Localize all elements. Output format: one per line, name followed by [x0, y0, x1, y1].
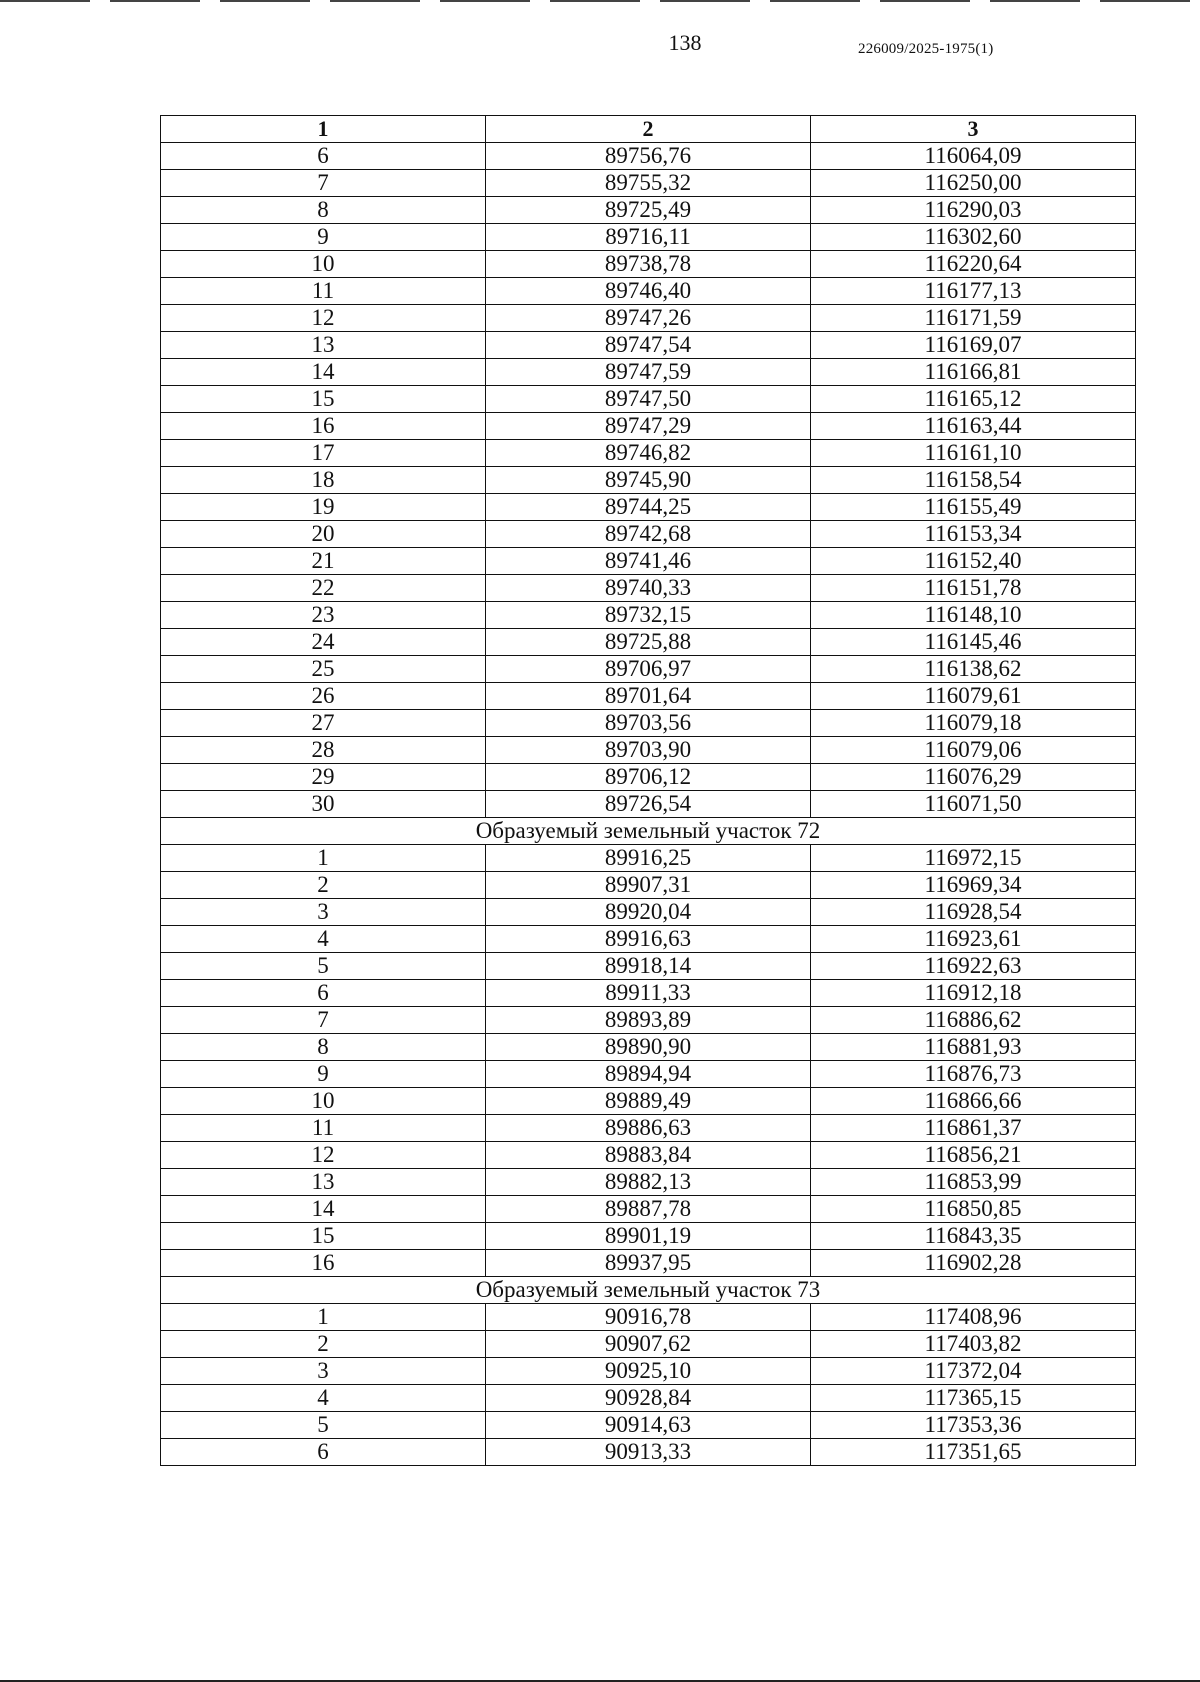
table-row	[161, 629, 1136, 656]
x-coordinate-cell: 89742,68	[486, 521, 811, 548]
y-coordinate-cell: 116843,35	[811, 1223, 1136, 1250]
y-coordinate-cell: 116886,62	[811, 1007, 1136, 1034]
table-row	[161, 899, 1136, 926]
x-coordinate-cell: 89937,95	[486, 1250, 811, 1277]
point-number-cell: 7	[161, 170, 486, 197]
table-row	[161, 764, 1136, 791]
table-row	[161, 1007, 1136, 1034]
table-row	[161, 602, 1136, 629]
y-coordinate-cell: 116079,06	[811, 737, 1136, 764]
table-row	[161, 683, 1136, 710]
table-row	[161, 413, 1136, 440]
table-row	[161, 1169, 1136, 1196]
x-coordinate-cell: 89747,59	[486, 359, 811, 386]
x-coordinate-cell: 89907,31	[486, 872, 811, 899]
table-row	[161, 1223, 1136, 1250]
point-number-cell: 12	[161, 1142, 486, 1169]
point-number-cell: 15	[161, 1223, 486, 1250]
point-number-cell: 29	[161, 764, 486, 791]
table-row	[161, 386, 1136, 413]
x-coordinate-cell: 89726,54	[486, 791, 811, 818]
y-coordinate-cell: 117351,65	[811, 1439, 1136, 1466]
y-coordinate-cell: 116155,49	[811, 494, 1136, 521]
table-header	[161, 116, 1136, 143]
x-coordinate-cell: 90916,78	[486, 1304, 811, 1331]
table-row	[161, 1358, 1136, 1385]
y-coordinate-cell: 116169,07	[811, 332, 1136, 359]
y-coordinate-cell: 116079,61	[811, 683, 1136, 710]
x-coordinate-cell: 89883,84	[486, 1142, 811, 1169]
x-coordinate-cell: 89732,15	[486, 602, 811, 629]
point-number-cell: 14	[161, 359, 486, 386]
y-coordinate-cell: 116922,63	[811, 953, 1136, 980]
point-number-cell: 15	[161, 386, 486, 413]
section-heading-row	[161, 818, 1136, 845]
point-number-cell: 18	[161, 467, 486, 494]
y-coordinate-cell: 116076,29	[811, 764, 1136, 791]
table-row	[161, 1061, 1136, 1088]
y-coordinate-cell: 116969,34	[811, 872, 1136, 899]
column-header: 3	[811, 116, 1136, 143]
x-coordinate-cell: 89886,63	[486, 1115, 811, 1142]
point-number-cell: 14	[161, 1196, 486, 1223]
x-coordinate-cell: 89703,56	[486, 710, 811, 737]
x-coordinate-cell: 89747,29	[486, 413, 811, 440]
column-header: 2	[486, 116, 811, 143]
table-row	[161, 197, 1136, 224]
x-coordinate-cell: 89901,19	[486, 1223, 811, 1250]
table-row	[161, 1034, 1136, 1061]
section-heading: Образуемый земельный участок 72	[161, 818, 1136, 845]
table-row	[161, 467, 1136, 494]
point-number-cell: 11	[161, 278, 486, 305]
section-heading: Образуемый земельный участок 73	[161, 1277, 1136, 1304]
column-header: 1	[161, 116, 486, 143]
point-number-cell: 10	[161, 1088, 486, 1115]
point-number-cell: 6	[161, 980, 486, 1007]
table-row	[161, 926, 1136, 953]
table-row	[161, 791, 1136, 818]
x-coordinate-cell: 90914,63	[486, 1412, 811, 1439]
y-coordinate-cell: 116145,46	[811, 629, 1136, 656]
point-number-cell: 8	[161, 197, 486, 224]
top-edge-rule	[0, 0, 1200, 2]
table-row	[161, 737, 1136, 764]
x-coordinate-cell: 89894,94	[486, 1061, 811, 1088]
table-row	[161, 1385, 1136, 1412]
x-coordinate-cell: 89747,50	[486, 386, 811, 413]
y-coordinate-cell: 116151,78	[811, 575, 1136, 602]
point-number-cell: 6	[161, 143, 486, 170]
x-coordinate-cell: 89918,14	[486, 953, 811, 980]
table-row	[161, 332, 1136, 359]
y-coordinate-cell: 116290,03	[811, 197, 1136, 224]
x-coordinate-cell: 89725,49	[486, 197, 811, 224]
table-row	[161, 575, 1136, 602]
y-coordinate-cell: 116079,18	[811, 710, 1136, 737]
x-coordinate-cell: 89755,32	[486, 170, 811, 197]
table-row	[161, 1088, 1136, 1115]
table-row	[161, 494, 1136, 521]
x-coordinate-cell: 89916,25	[486, 845, 811, 872]
point-number-cell: 13	[161, 1169, 486, 1196]
x-coordinate-cell: 89911,33	[486, 980, 811, 1007]
point-number-cell: 25	[161, 656, 486, 683]
point-number-cell: 27	[161, 710, 486, 737]
point-number-cell: 12	[161, 305, 486, 332]
point-number-cell: 1	[161, 1304, 486, 1331]
table-row	[161, 251, 1136, 278]
y-coordinate-cell: 116923,61	[811, 926, 1136, 953]
x-coordinate-cell: 89738,78	[486, 251, 811, 278]
table-row	[161, 710, 1136, 737]
table-row	[161, 548, 1136, 575]
point-number-cell: 20	[161, 521, 486, 548]
x-coordinate-cell: 89701,64	[486, 683, 811, 710]
point-number-cell: 24	[161, 629, 486, 656]
y-coordinate-cell: 117365,15	[811, 1385, 1136, 1412]
x-coordinate-cell: 89706,97	[486, 656, 811, 683]
table-row	[161, 224, 1136, 251]
header-row	[161, 116, 1136, 143]
x-coordinate-cell: 89887,78	[486, 1196, 811, 1223]
y-coordinate-cell: 116850,85	[811, 1196, 1136, 1223]
x-coordinate-cell: 89741,46	[486, 548, 811, 575]
y-coordinate-cell: 116302,60	[811, 224, 1136, 251]
y-coordinate-cell: 116250,00	[811, 170, 1136, 197]
x-coordinate-cell: 90907,62	[486, 1331, 811, 1358]
x-coordinate-cell: 89920,04	[486, 899, 811, 926]
x-coordinate-cell: 89725,88	[486, 629, 811, 656]
x-coordinate-cell: 89706,12	[486, 764, 811, 791]
coordinates-table	[160, 115, 1136, 1466]
point-number-cell: 11	[161, 1115, 486, 1142]
y-coordinate-cell: 116853,99	[811, 1169, 1136, 1196]
point-number-cell: 3	[161, 899, 486, 926]
y-coordinate-cell: 116220,64	[811, 251, 1136, 278]
y-coordinate-cell: 116876,73	[811, 1061, 1136, 1088]
x-coordinate-cell: 89744,25	[486, 494, 811, 521]
x-coordinate-cell: 89746,82	[486, 440, 811, 467]
point-number-cell: 9	[161, 1061, 486, 1088]
y-coordinate-cell: 116138,62	[811, 656, 1136, 683]
table-row	[161, 872, 1136, 899]
x-coordinate-cell: 89716,11	[486, 224, 811, 251]
y-coordinate-cell: 116928,54	[811, 899, 1136, 926]
point-number-cell: 4	[161, 926, 486, 953]
y-coordinate-cell: 117353,36	[811, 1412, 1136, 1439]
x-coordinate-cell: 89747,26	[486, 305, 811, 332]
table-row	[161, 980, 1136, 1007]
y-coordinate-cell: 116071,50	[811, 791, 1136, 818]
table-row	[161, 521, 1136, 548]
y-coordinate-cell: 116064,09	[811, 143, 1136, 170]
point-number-cell: 28	[161, 737, 486, 764]
table-row	[161, 278, 1136, 305]
x-coordinate-cell: 89916,63	[486, 926, 811, 953]
table-body	[161, 143, 1136, 1466]
point-number-cell: 21	[161, 548, 486, 575]
x-coordinate-cell: 90928,84	[486, 1385, 811, 1412]
x-coordinate-cell: 89889,49	[486, 1088, 811, 1115]
point-number-cell: 22	[161, 575, 486, 602]
point-number-cell: 5	[161, 1412, 486, 1439]
y-coordinate-cell: 116158,54	[811, 467, 1136, 494]
y-coordinate-cell: 116163,44	[811, 413, 1136, 440]
point-number-cell: 26	[161, 683, 486, 710]
point-number-cell: 23	[161, 602, 486, 629]
x-coordinate-cell: 89882,13	[486, 1169, 811, 1196]
table-row	[161, 305, 1136, 332]
y-coordinate-cell: 116902,28	[811, 1250, 1136, 1277]
point-number-cell: 3	[161, 1358, 486, 1385]
x-coordinate-cell: 89747,54	[486, 332, 811, 359]
point-number-cell: 30	[161, 791, 486, 818]
x-coordinate-cell: 89740,33	[486, 575, 811, 602]
x-coordinate-cell: 89890,90	[486, 1034, 811, 1061]
y-coordinate-cell: 116148,10	[811, 602, 1136, 629]
y-coordinate-cell: 116972,15	[811, 845, 1136, 872]
y-coordinate-cell: 116856,21	[811, 1142, 1136, 1169]
table-row	[161, 359, 1136, 386]
y-coordinate-cell: 117372,04	[811, 1358, 1136, 1385]
table-row	[161, 656, 1136, 683]
table-row	[161, 1142, 1136, 1169]
document-id: 226009/2025-1975(1)	[858, 41, 994, 57]
x-coordinate-cell: 89745,90	[486, 467, 811, 494]
table-row	[161, 1115, 1136, 1142]
y-coordinate-cell: 117403,82	[811, 1331, 1136, 1358]
point-number-cell: 17	[161, 440, 486, 467]
table-row	[161, 143, 1136, 170]
table-row	[161, 1439, 1136, 1466]
point-number-cell: 1	[161, 845, 486, 872]
point-number-cell: 6	[161, 1439, 486, 1466]
point-number-cell: 16	[161, 1250, 486, 1277]
point-number-cell: 8	[161, 1034, 486, 1061]
y-coordinate-cell: 116165,12	[811, 386, 1136, 413]
point-number-cell: 4	[161, 1385, 486, 1412]
y-coordinate-cell: 116166,81	[811, 359, 1136, 386]
table-row	[161, 1331, 1136, 1358]
point-number-cell: 2	[161, 872, 486, 899]
table-row	[161, 170, 1136, 197]
point-number-cell: 7	[161, 1007, 486, 1034]
y-coordinate-cell: 116861,37	[811, 1115, 1136, 1142]
x-coordinate-cell: 89746,40	[486, 278, 811, 305]
x-coordinate-cell: 90925,10	[486, 1358, 811, 1385]
point-number-cell: 10	[161, 251, 486, 278]
x-coordinate-cell: 90913,33	[486, 1439, 811, 1466]
y-coordinate-cell: 116161,10	[811, 440, 1136, 467]
point-number-cell: 5	[161, 953, 486, 980]
y-coordinate-cell: 116177,13	[811, 278, 1136, 305]
page-number: 138	[668, 30, 702, 55]
y-coordinate-cell: 116866,66	[811, 1088, 1136, 1115]
x-coordinate-cell: 89756,76	[486, 143, 811, 170]
point-number-cell: 2	[161, 1331, 486, 1358]
table-row	[161, 1412, 1136, 1439]
table-row	[161, 953, 1136, 980]
y-coordinate-cell: 117408,96	[811, 1304, 1136, 1331]
point-number-cell: 13	[161, 332, 486, 359]
point-number-cell: 16	[161, 413, 486, 440]
y-coordinate-cell: 116171,59	[811, 305, 1136, 332]
point-number-cell: 9	[161, 224, 486, 251]
y-coordinate-cell: 116152,40	[811, 548, 1136, 575]
y-coordinate-cell: 116153,34	[811, 521, 1136, 548]
y-coordinate-cell: 116881,93	[811, 1034, 1136, 1061]
y-coordinate-cell: 116912,18	[811, 980, 1136, 1007]
table-row	[161, 845, 1136, 872]
table-row	[161, 1304, 1136, 1331]
table-row	[161, 1250, 1136, 1277]
section-heading-row	[161, 1277, 1136, 1304]
x-coordinate-cell: 89893,89	[486, 1007, 811, 1034]
x-coordinate-cell: 89703,90	[486, 737, 811, 764]
table-row	[161, 1196, 1136, 1223]
point-number-cell: 19	[161, 494, 486, 521]
table-row	[161, 440, 1136, 467]
